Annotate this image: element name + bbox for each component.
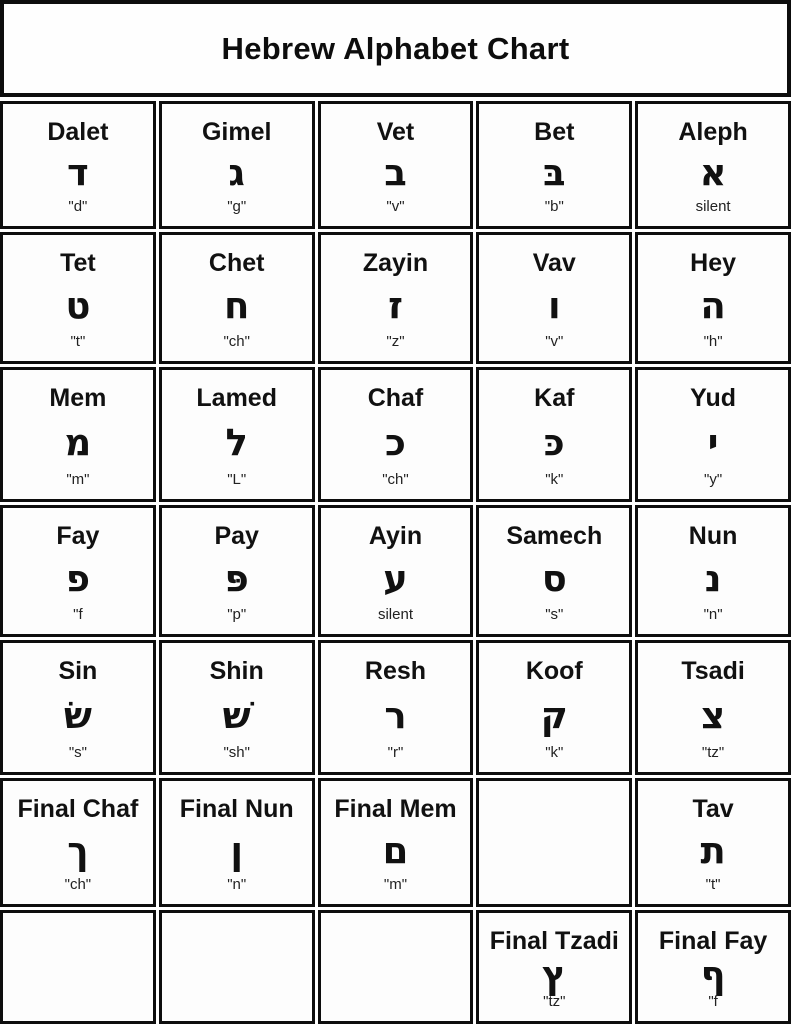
letter-cell-shin [159, 640, 315, 775]
letter-name: Tet [60, 249, 96, 277]
letter-cell-pay [159, 505, 315, 637]
hebrew-letter-glyph: ן [230, 828, 244, 872]
letter-name: Hey [690, 249, 737, 277]
letter-cell-vav [476, 232, 632, 364]
letter-cell-vet [318, 101, 474, 229]
pronunciation: "m" [66, 471, 90, 488]
letter-cell-final-mem [318, 778, 474, 907]
letter-cell-lamed [159, 367, 315, 502]
hebrew-letter-glyph: ו [547, 284, 561, 328]
pronunciation: "L" [227, 471, 247, 488]
letter-name: Yud [690, 384, 737, 412]
letter-name: Bet [534, 118, 575, 146]
pronunciation: "f [73, 606, 83, 623]
pronunciation: "n" [703, 606, 723, 623]
hebrew-letter-glyph: בּ [543, 151, 566, 195]
chart-title-box [0, 0, 791, 97]
hebrew-letter-glyph: ר [384, 693, 407, 737]
letter-cell-final-nun [159, 778, 315, 907]
letter-cell-chaf [318, 367, 474, 502]
letter-cell-samech [476, 505, 632, 637]
letter-name: Mem [49, 384, 107, 412]
hebrew-letter-glyph: ץ [542, 953, 567, 997]
hebrew-letter-glyph: ך [67, 828, 89, 872]
pronunciation: "h" [703, 333, 723, 350]
letter-cell-tsadi [635, 640, 791, 775]
pronunciation: "v" [545, 333, 564, 350]
hebrew-letter-glyph: ז [388, 284, 403, 328]
alphabet-grid [0, 101, 791, 1024]
letter-name: Fay [56, 522, 100, 550]
hebrew-letter-glyph: ף [700, 953, 726, 997]
pronunciation: "tz" [701, 744, 725, 761]
letter-cell-tav [635, 778, 791, 907]
letter-name: Final Fay [658, 927, 768, 955]
pronunciation: "ch" [223, 333, 250, 350]
letter-name: Ayin [368, 522, 423, 550]
letter-name: Final Nun [179, 795, 294, 823]
letter-cell-resh [318, 640, 474, 775]
hebrew-letter-glyph: ט [65, 284, 91, 328]
letter-name: Dalet [47, 118, 109, 146]
letter-name: Tsadi [681, 657, 745, 685]
hebrew-letter-glyph: שׁ [222, 693, 251, 737]
letter-name: Sin [58, 657, 98, 685]
letter-cell-nun [635, 505, 791, 637]
pronunciation: "s" [545, 606, 564, 623]
pronunciation: "d" [68, 198, 88, 215]
pronunciation: "k" [545, 744, 564, 761]
letter-cell-tet [0, 232, 156, 364]
letter-cell-kaf [476, 367, 632, 502]
pronunciation: "b" [544, 198, 564, 215]
hebrew-letter-glyph: י [707, 420, 719, 464]
pronunciation: "t" [70, 333, 86, 350]
letter-cell-koof [476, 640, 632, 775]
pronunciation: "r" [387, 744, 404, 761]
hebrew-letter-glyph: ג [228, 151, 245, 195]
chart-title: Hebrew Alphabet Chart [221, 30, 570, 66]
letter-cell-final-chaf [0, 778, 156, 907]
letter-cell-ayin [318, 505, 474, 637]
letter-name: Gimel [201, 118, 272, 146]
letter-cell-dalet [0, 101, 156, 229]
letter-name: Vet [376, 118, 415, 146]
pronunciation: "z" [386, 333, 405, 350]
hebrew-letter-glyph: ס [541, 557, 567, 601]
letter-name: Chet [208, 249, 265, 277]
letter-name: Vav [532, 249, 576, 277]
pronunciation: "g" [227, 198, 247, 215]
letter-cell-mem [0, 367, 156, 502]
letter-name: Pay [214, 522, 259, 550]
letter-cell-zayin [318, 232, 474, 364]
letter-name: Aleph [678, 118, 748, 146]
letter-name: Final Mem [334, 795, 457, 823]
hebrew-letter-glyph: ת [700, 828, 726, 872]
pronunciation: silent [377, 606, 413, 623]
hebrew-letter-glyph: ע [383, 557, 408, 601]
pronunciation: "sh" [223, 744, 250, 761]
hebrew-letter-glyph: ב [384, 151, 407, 195]
empty-cell [159, 910, 315, 1024]
pronunciation: "v" [386, 198, 405, 215]
letter-name: Koof [525, 657, 583, 685]
letter-cell-sin [0, 640, 156, 775]
hebrew-letter-glyph: ד [67, 151, 89, 195]
letter-cell-final-fay [635, 910, 791, 1024]
hebrew-letter-glyph: ק [540, 693, 568, 737]
letter-name: Final Chaf [17, 795, 139, 823]
hebrew-letter-glyph: נ [704, 557, 722, 601]
letter-name: Zayin [362, 249, 429, 277]
pronunciation: "k" [545, 471, 564, 488]
pronunciation: "m" [383, 876, 408, 893]
letter-name: Samech [506, 522, 603, 550]
hebrew-letter-glyph: פּ [224, 557, 249, 601]
letter-name: Final Tzadi [489, 927, 619, 955]
pronunciation: "n" [227, 876, 247, 893]
empty-cell [476, 778, 632, 907]
letter-name: Resh [364, 657, 427, 685]
hebrew-letter-glyph: צ [701, 693, 726, 737]
pronunciation: "tz" [543, 993, 566, 1010]
hebrew-letter-glyph: ה [700, 284, 726, 328]
pronunciation: "s" [68, 744, 87, 761]
pronunciation: "f [708, 993, 718, 1010]
hebrew-letter-glyph: ם [382, 828, 409, 872]
letter-cell-aleph [635, 101, 791, 229]
letter-cell-gimel [159, 101, 315, 229]
letter-name: Nun [688, 522, 738, 550]
letter-cell-final-tzadi [476, 910, 632, 1024]
letter-name: Shin [209, 657, 264, 685]
letter-cell-hey [635, 232, 791, 364]
hebrew-letter-glyph: פ [65, 557, 91, 601]
letter-cell-bet [476, 101, 632, 229]
pronunciation: "ch" [64, 876, 92, 893]
hebrew-letter-glyph: שׂ [63, 693, 92, 737]
pronunciation: "p" [227, 606, 247, 623]
hebrew-letter-glyph: כ [385, 420, 406, 464]
hebrew-letter-glyph: ח [223, 284, 250, 328]
hebrew-letter-glyph: ל [225, 420, 248, 464]
hebrew-letter-glyph: מ [64, 420, 92, 464]
letter-name: Tav [692, 795, 734, 823]
pronunciation: silent [695, 198, 731, 215]
letter-name: Lamed [196, 384, 277, 412]
letter-cell-yud [635, 367, 791, 502]
letter-cell-fay [0, 505, 156, 637]
empty-cell [0, 910, 156, 1024]
pronunciation: "ch" [382, 471, 409, 488]
letter-cell-chet [159, 232, 315, 364]
letter-name: Kaf [534, 384, 575, 412]
pronunciation: "y" [704, 471, 723, 488]
hebrew-letter-glyph: כּ [543, 420, 565, 464]
hebrew-letter-glyph: א [699, 151, 727, 195]
empty-cell [318, 910, 474, 1024]
pronunciation: "t" [705, 876, 721, 893]
letter-name: Chaf [367, 384, 424, 412]
